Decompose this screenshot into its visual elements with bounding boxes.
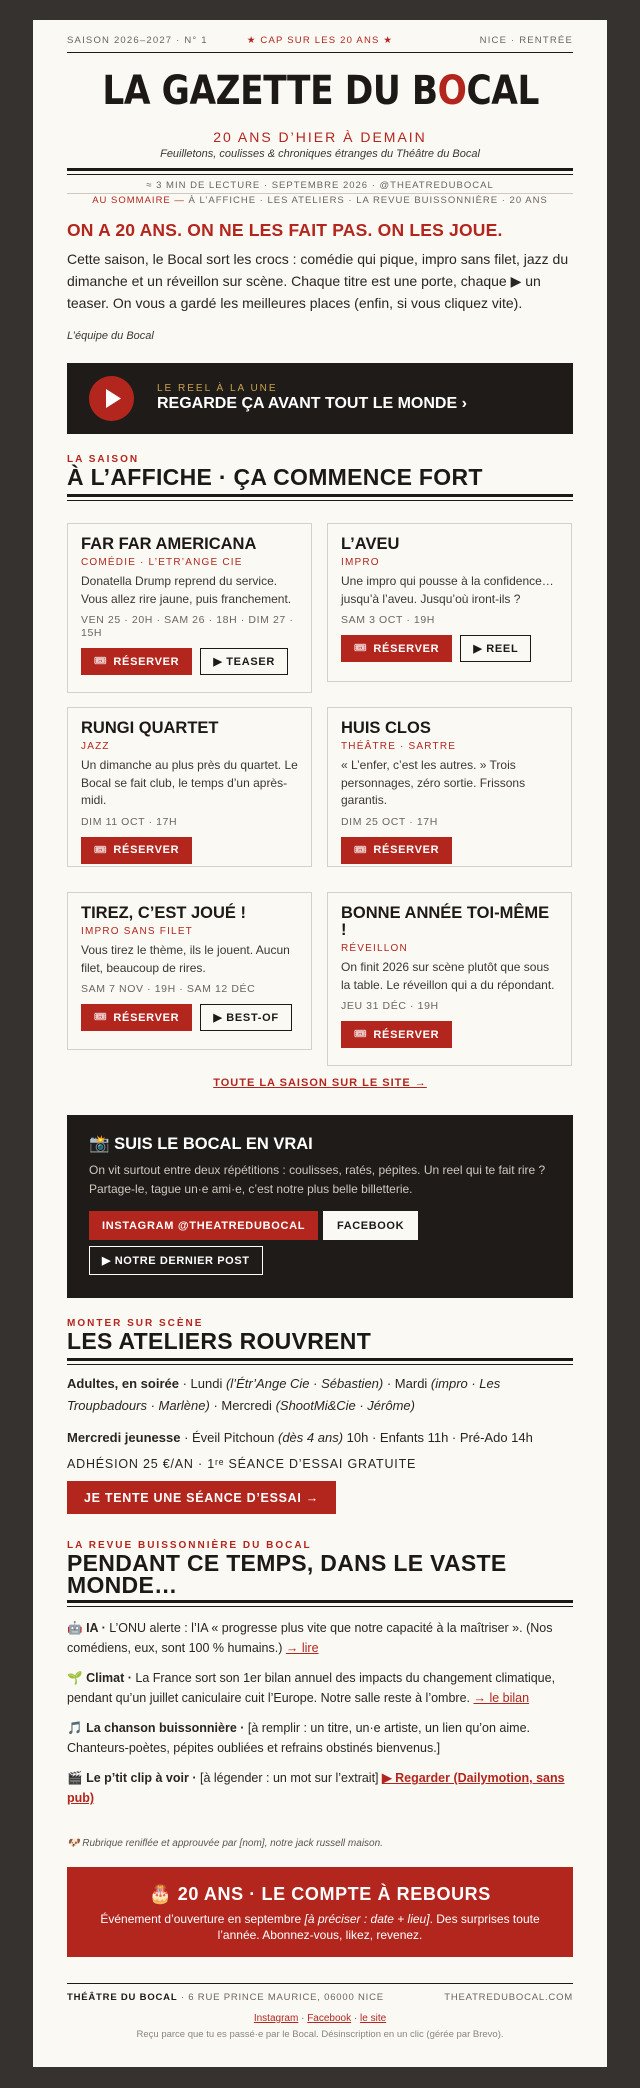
divider [67,1606,573,1607]
reel-button[interactable]: ▶ REEL [460,635,531,662]
schedule-text: · Mardi [383,1376,431,1391]
play-icon[interactable] [89,376,134,421]
ticket-icon: 🎟 [94,844,108,856]
show-card [67,523,312,693]
show-description: « L’enfer, c’est les autres. » Trois personnages, zéro sortie. Frissons garantis. [341,758,526,807]
news-label: IA · [86,1621,106,1635]
ateliers-youth [67,1427,573,1449]
revue-kicker: LA REVUE BUISSONNIÈRE DU BOCAL [67,1540,312,1551]
ticket-icon: 🎟 [94,656,108,667]
instagram-button[interactable]: INSTAGRAM @THEATREDUBOCAL [89,1211,318,1240]
show-dates: SAM 3 OCT · 19H [341,614,435,626]
show-dates: SAM 7 NOV · 19H · SAM 12 DÉC [81,983,256,995]
gazette-title [102,66,540,116]
schedule-detail: (ShootMi&Cie · Jérôme) [275,1398,415,1413]
reel-kicker: LE REEL À LA UNE [157,383,278,394]
news-text: [à remplir : un titre, un·e artiste, un lien qu’on aime. Chanteurs-poètes, pépites oubliées et refrains obstinés bienvenus.] [67,1721,530,1755]
summary-line [67,195,573,206]
reserve-label: RÉSERVER [113,1011,180,1024]
show-dates: DIM 25 OCT · 17H [341,815,438,828]
show-card [67,892,312,1050]
revue-footnote: 🐶 Rubrique reniflée et approuvée par [nom], notre jack russell maison. [67,1838,383,1849]
footer-links [67,2013,573,2024]
title-accent-o: O [437,68,467,114]
reserve-label: RÉSERVER [373,642,440,655]
divider [67,500,573,501]
news-label: Climat · [86,1671,132,1685]
anniversary-text-part: . Des surprises toute l’année. Abonnez-vous, likez, revenez. [217,1912,540,1942]
show-genre: THÉÂTRE · SARTRE [341,741,457,752]
facebook-link[interactable]: Facebook [307,2013,352,2024]
ateliers-title: LES ATELIERS ROUVRENT [67,1328,372,1354]
show-card [327,523,572,682]
news-item [67,1718,573,1758]
ticket-icon: 🎟 [354,643,368,654]
divider [67,168,573,171]
social-block [67,1115,573,1298]
ticket-icon: 🎟 [94,1012,108,1023]
separator: · [353,2013,358,2024]
intro-body: Cette saison, le Bocal sort les crocs : comédie qui pique, impro sans filet, jazz du dimanche et un réveillon sur scène. Chaque titre est une porte, chaque ▶ un teaser. On vous a gardé les meilleures places (enfin, si vous cliquez vite). [67,251,569,311]
show-dates: VEN 25 · 20H · SAM 26 · 18H · DIM 27 · 15H [81,614,294,639]
youth-label: Mercredi jeunesse [67,1430,181,1445]
schedule-text: · Lundi [178,1376,226,1391]
reserve-label: RÉSERVER [373,1028,440,1041]
reserve-button[interactable] [81,1004,192,1031]
read-link[interactable]: → lire [285,1641,319,1655]
reserve-button[interactable] [341,635,452,662]
teaser-button[interactable]: ▶ TEASER [200,648,288,675]
footer-org: THÉÂTRE DU BOCAL [67,1992,178,2003]
news-item [67,1768,573,1808]
summary-items[interactable]: À L’AFFICHE · LES ATELIERS · LA REVUE BUISSONNIÈRE · 20 ANS [188,195,548,206]
show-card [327,707,572,867]
schedule-text: · Mercredi [209,1398,276,1413]
show-dates: DIM 11 OCT · 17H [81,815,178,828]
adults-label: Adultes, en soirée [67,1376,179,1391]
music-note-icon: 🎵 [67,1721,83,1735]
news-text: La France sort son 1er bilan annuel des impacts du changement climatique, pendant qu’un juillet caniculaire cuit l’Europe. Notre salle reste à l’ombre. [67,1671,556,1705]
anniversary-text [100,1911,540,1943]
divider [67,1364,573,1365]
climate-report-link[interactable]: → le bilan [473,1691,530,1705]
anniversary-title: 🎂 20 ANS · LE COMPTE À REBOURS [149,1884,491,1904]
reserve-button[interactable] [341,837,452,864]
reel-banner[interactable] [67,363,573,434]
newsletter-page [33,20,607,2067]
revue-title: PENDANT CE TEMPS, DANS LE VASTE MONDE… [67,1550,507,1598]
show-description: Donatella Drump reprend du service. Vous allez rire jaune, puis franchement. [81,574,292,606]
news-item [67,1618,573,1658]
anniversary-tagline: ★ CAP SUR LES 20 ANS ★ [246,35,394,46]
summary-label: AU SOMMAIRE — [92,195,185,206]
divider [67,52,573,53]
footer-site[interactable]: THEATREDUBOCAL.COM [444,1992,573,2003]
reserve-label: RÉSERVER [113,655,180,668]
show-title[interactable]: TIREZ, C’EST JOUÉ ! [81,904,247,922]
anniversary-placeholder: [à préciser : date + lieu] [304,1912,430,1926]
show-title[interactable]: RUNGI QUARTET [81,719,219,737]
facebook-button[interactable]: FACEBOOK [323,1211,418,1240]
divider [67,193,573,194]
show-title[interactable]: FAR FAR AMERICANA [81,535,257,553]
news-text: L’ONU alerte : l’IA « progresse plus vite que notre capacité à la maîtriser ». (Nos comédiens, eux, sont 100 % humains.) [67,1621,553,1655]
separator: · [301,2013,305,2024]
title-part: CAL [466,68,540,114]
divider [67,1983,573,1984]
news-item [67,1668,573,1708]
intro-signature: L’équipe du Bocal [67,330,154,342]
ateliers-kicker: MONTER SUR SCÈNE [67,1318,204,1329]
show-card [327,892,572,1066]
footer-info [67,1992,573,2003]
show-genre: COMÉDIE · L’ETR’ANGE CIE [81,557,243,568]
show-dates: JEU 31 DÉC · 19H [341,1000,439,1012]
reel-cta[interactable]: REGARDE ÇA AVANT TOUT LE MONDE › [157,395,467,412]
issue-meta: ≈ 3 MIN DE LECTURE · SEPTEMBRE 2026 · @THEATREDUBOCAL [146,180,494,191]
ateliers-pricing: ADHÉSION 25 €/AN · 1ʳᵉ SÉANCE D’ESSAI GRATUITE [67,1457,417,1471]
show-genre: JAZZ [81,741,110,752]
seedling-icon: 🌱 [67,1671,83,1685]
show-description: Un dimanche au plus près du quartet. Le Bocal se fait club, le temps d’un après-midi. [81,758,298,807]
divider [67,1600,573,1603]
location-label: NICE · RENTRÉE [479,35,573,46]
saison-kicker: LA SAISON [67,454,140,465]
show-genre: IMPRO SANS FILET [81,926,193,937]
show-title[interactable]: L’AVEU [341,535,400,553]
news-label: La chanson buissonnière · [86,1721,245,1735]
reserve-label: RÉSERVER [113,844,180,856]
robot-icon: 🤖 [67,1621,83,1635]
schedule-detail: (impro · Les Troupbadours · Marlène) [67,1376,501,1413]
footer-address: · 6 RUE PRINCE MAURICE, 06000 NICE [177,1992,384,2003]
best-of-button[interactable]: ▶ BEST-OF [200,1004,291,1031]
ateliers-adults [67,1373,573,1417]
show-title[interactable]: BONNE ANNÉE TOI-MÊME ! [341,904,550,939]
divider [67,494,573,497]
schedule-detail: (dès 4 ans) [278,1430,344,1445]
revue-list [67,1618,573,1818]
subtitle: 20 ANS D’HIER À DEMAIN [213,129,427,145]
site-link[interactable]: le site [360,2013,387,2024]
social-title: 📸 SUIS LE BOCAL EN VRAI [89,1135,313,1153]
reserve-label: RÉSERVER [373,844,440,856]
social-body: On vit surtout entre deux répétitions : coulisses, ratés, pépites. Un reel qui te fait rire ? Partage-le, tague un·e ami·e, c’est notre plus belle billetterie. [89,1163,546,1196]
show-title[interactable]: HUIS CLOS [341,719,431,737]
instagram-link[interactable]: Instagram [253,2013,299,2024]
saison-title: À L’AFFICHE · ÇA COMMENCE FORT [67,464,483,490]
show-card [67,707,312,867]
show-genre: IMPRO [341,557,380,568]
show-description: On finit 2026 sur scène plutôt que sous la table. Le réveillon qui a du répondant. [341,960,555,992]
season-label: SAISON 2026–2027 · N° 1 [67,35,208,46]
watch-clip-link[interactable]: ▶ Regarder (Dailymotion, sans pub) [67,1771,565,1805]
all-season-label[interactable]: TOUTE LA SAISON SUR LE SITE → [213,1077,427,1089]
trial-session-button[interactable]: JE TENTE UNE SÉANCE D’ESSAI → [67,1481,336,1514]
divider [67,174,573,175]
news-label: Le p’tit clip à voir · [86,1771,197,1785]
show-description: Vous tirez le thème, ils le jouent. Aucun filet, beaucoup de rires. [81,943,290,975]
footer-note: Reçu parce que tu es passé·e par le Bocal. Désinscription en un clic (gérée par Brevo). [136,2029,504,2040]
news-text: [à légender : un mot sur l’extrait] [196,1771,383,1785]
reserve-button[interactable] [81,837,192,864]
anniversary-banner [67,1867,573,1957]
title-part: LA GAZETTE DU B [102,68,438,114]
schedule-text: · Éveil Pitchoun [180,1430,278,1445]
show-description: Une impro qui pousse à la confidence… jusqu’à l’aveu. Jusqu’où iront-ils ? [341,574,554,606]
reserve-button[interactable] [341,1021,452,1048]
intro-headline: ON A 20 ANS. ON NE LES FAIT PAS. ON LES JOUE. [67,220,503,240]
show-genre: RÉVEILLON [341,943,408,954]
reserve-button[interactable] [81,648,192,675]
ticket-icon: 🎟 [354,844,368,856]
schedule-text: 10h · Enfants 11h · Pré-Ado 14h [343,1430,533,1445]
ticket-icon: 🎟 [354,1029,368,1040]
divider [67,1358,573,1361]
all-season-link[interactable] [67,1077,573,1089]
anniversary-text-part: Événement d’ouverture en septembre [100,1912,305,1926]
clapperboard-icon: 🎬 [67,1771,83,1785]
schedule-detail: (l’Étr’Ange Cie · Sébastien) [225,1376,384,1391]
masthead-topline [67,35,573,49]
strapline: Feuilletons, coulisses & chroniques étranges du Théâtre du Bocal [160,148,480,160]
last-post-button[interactable]: ▶ NOTRE DERNIER POST [89,1246,263,1275]
